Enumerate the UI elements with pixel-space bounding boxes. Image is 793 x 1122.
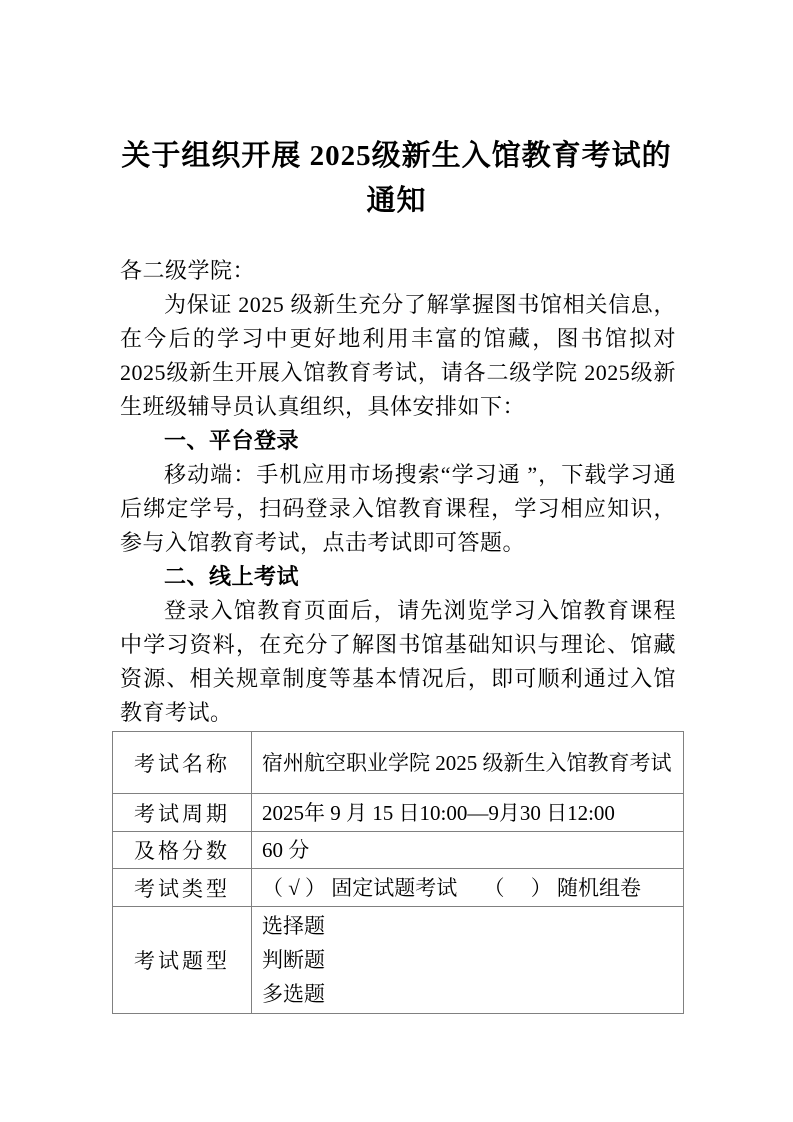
table-row-exam-type — [113, 869, 684, 907]
exam-name-value: 宿州航空职业学院 2025 级新生入馆教育考试 — [252, 732, 684, 794]
table-row-pass-score — [113, 832, 684, 869]
greeting-line: 各二级学院： — [120, 258, 256, 283]
question-types-label: 考试题型 — [113, 907, 252, 1014]
section-2-paragraph: 登录入馆教育页面后，请先浏览学习入馆教育课程中学习资料，在充分了解图书馆基础知识与理论、馆藏资源、相关规章制度等基本情况后，即可顺利通过入馆教育考试。 — [120, 598, 676, 725]
intro-paragraph: 为保证 2025 级新生充分了解掌握图书馆相关信息，在今后的学习中更好地利用丰富的馆藏，图书馆拟对 2025级新生开展入馆教育考试，请各二级学院 2025级新生班级辅导员认真组织，具体安排如下： — [120, 292, 676, 419]
exam-period-label: 考试周期 — [113, 794, 252, 832]
question-types-value — [252, 907, 684, 1014]
pass-score-value: 60 分 — [252, 832, 684, 869]
exam-type-label: 考试类型 — [113, 869, 252, 907]
pass-score-label: 及格分数 — [113, 832, 252, 869]
exam-type-value: （ √ ） 固定试题考试 （ ） 随机组卷 — [252, 869, 684, 907]
table-row-exam-period — [113, 794, 684, 832]
section-1-heading: 一、平台登录 — [164, 428, 300, 453]
question-type-choice: 选择题 — [262, 914, 325, 938]
question-type-multi: 多选题 — [262, 982, 325, 1006]
section-2-heading: 二、线上考试 — [164, 564, 300, 589]
question-type-judge: 判断题 — [262, 948, 325, 972]
table-row-exam-name — [113, 732, 684, 794]
table-row-question-types — [113, 907, 684, 1014]
section-1-paragraph: 移动端：手机应用市场搜索“学习通 ”，下载学习通后绑定学号，扫码登录入馆教育课程，学习相应知识，参与入馆教育考试，点击考试即可答题。 — [120, 462, 676, 555]
title-line-2: 通知 — [366, 185, 427, 217]
exam-info-table — [112, 731, 684, 1014]
document-title — [0, 0, 793, 224]
document-body — [120, 254, 676, 730]
exam-period-value: 2025年 9 月 15 日10:00—9月30 日12:00 — [252, 794, 684, 832]
exam-name-label: 考试名称 — [113, 732, 252, 794]
title-line-1: 关于组织开展 2025级新生入馆教育考试的 — [121, 140, 672, 172]
